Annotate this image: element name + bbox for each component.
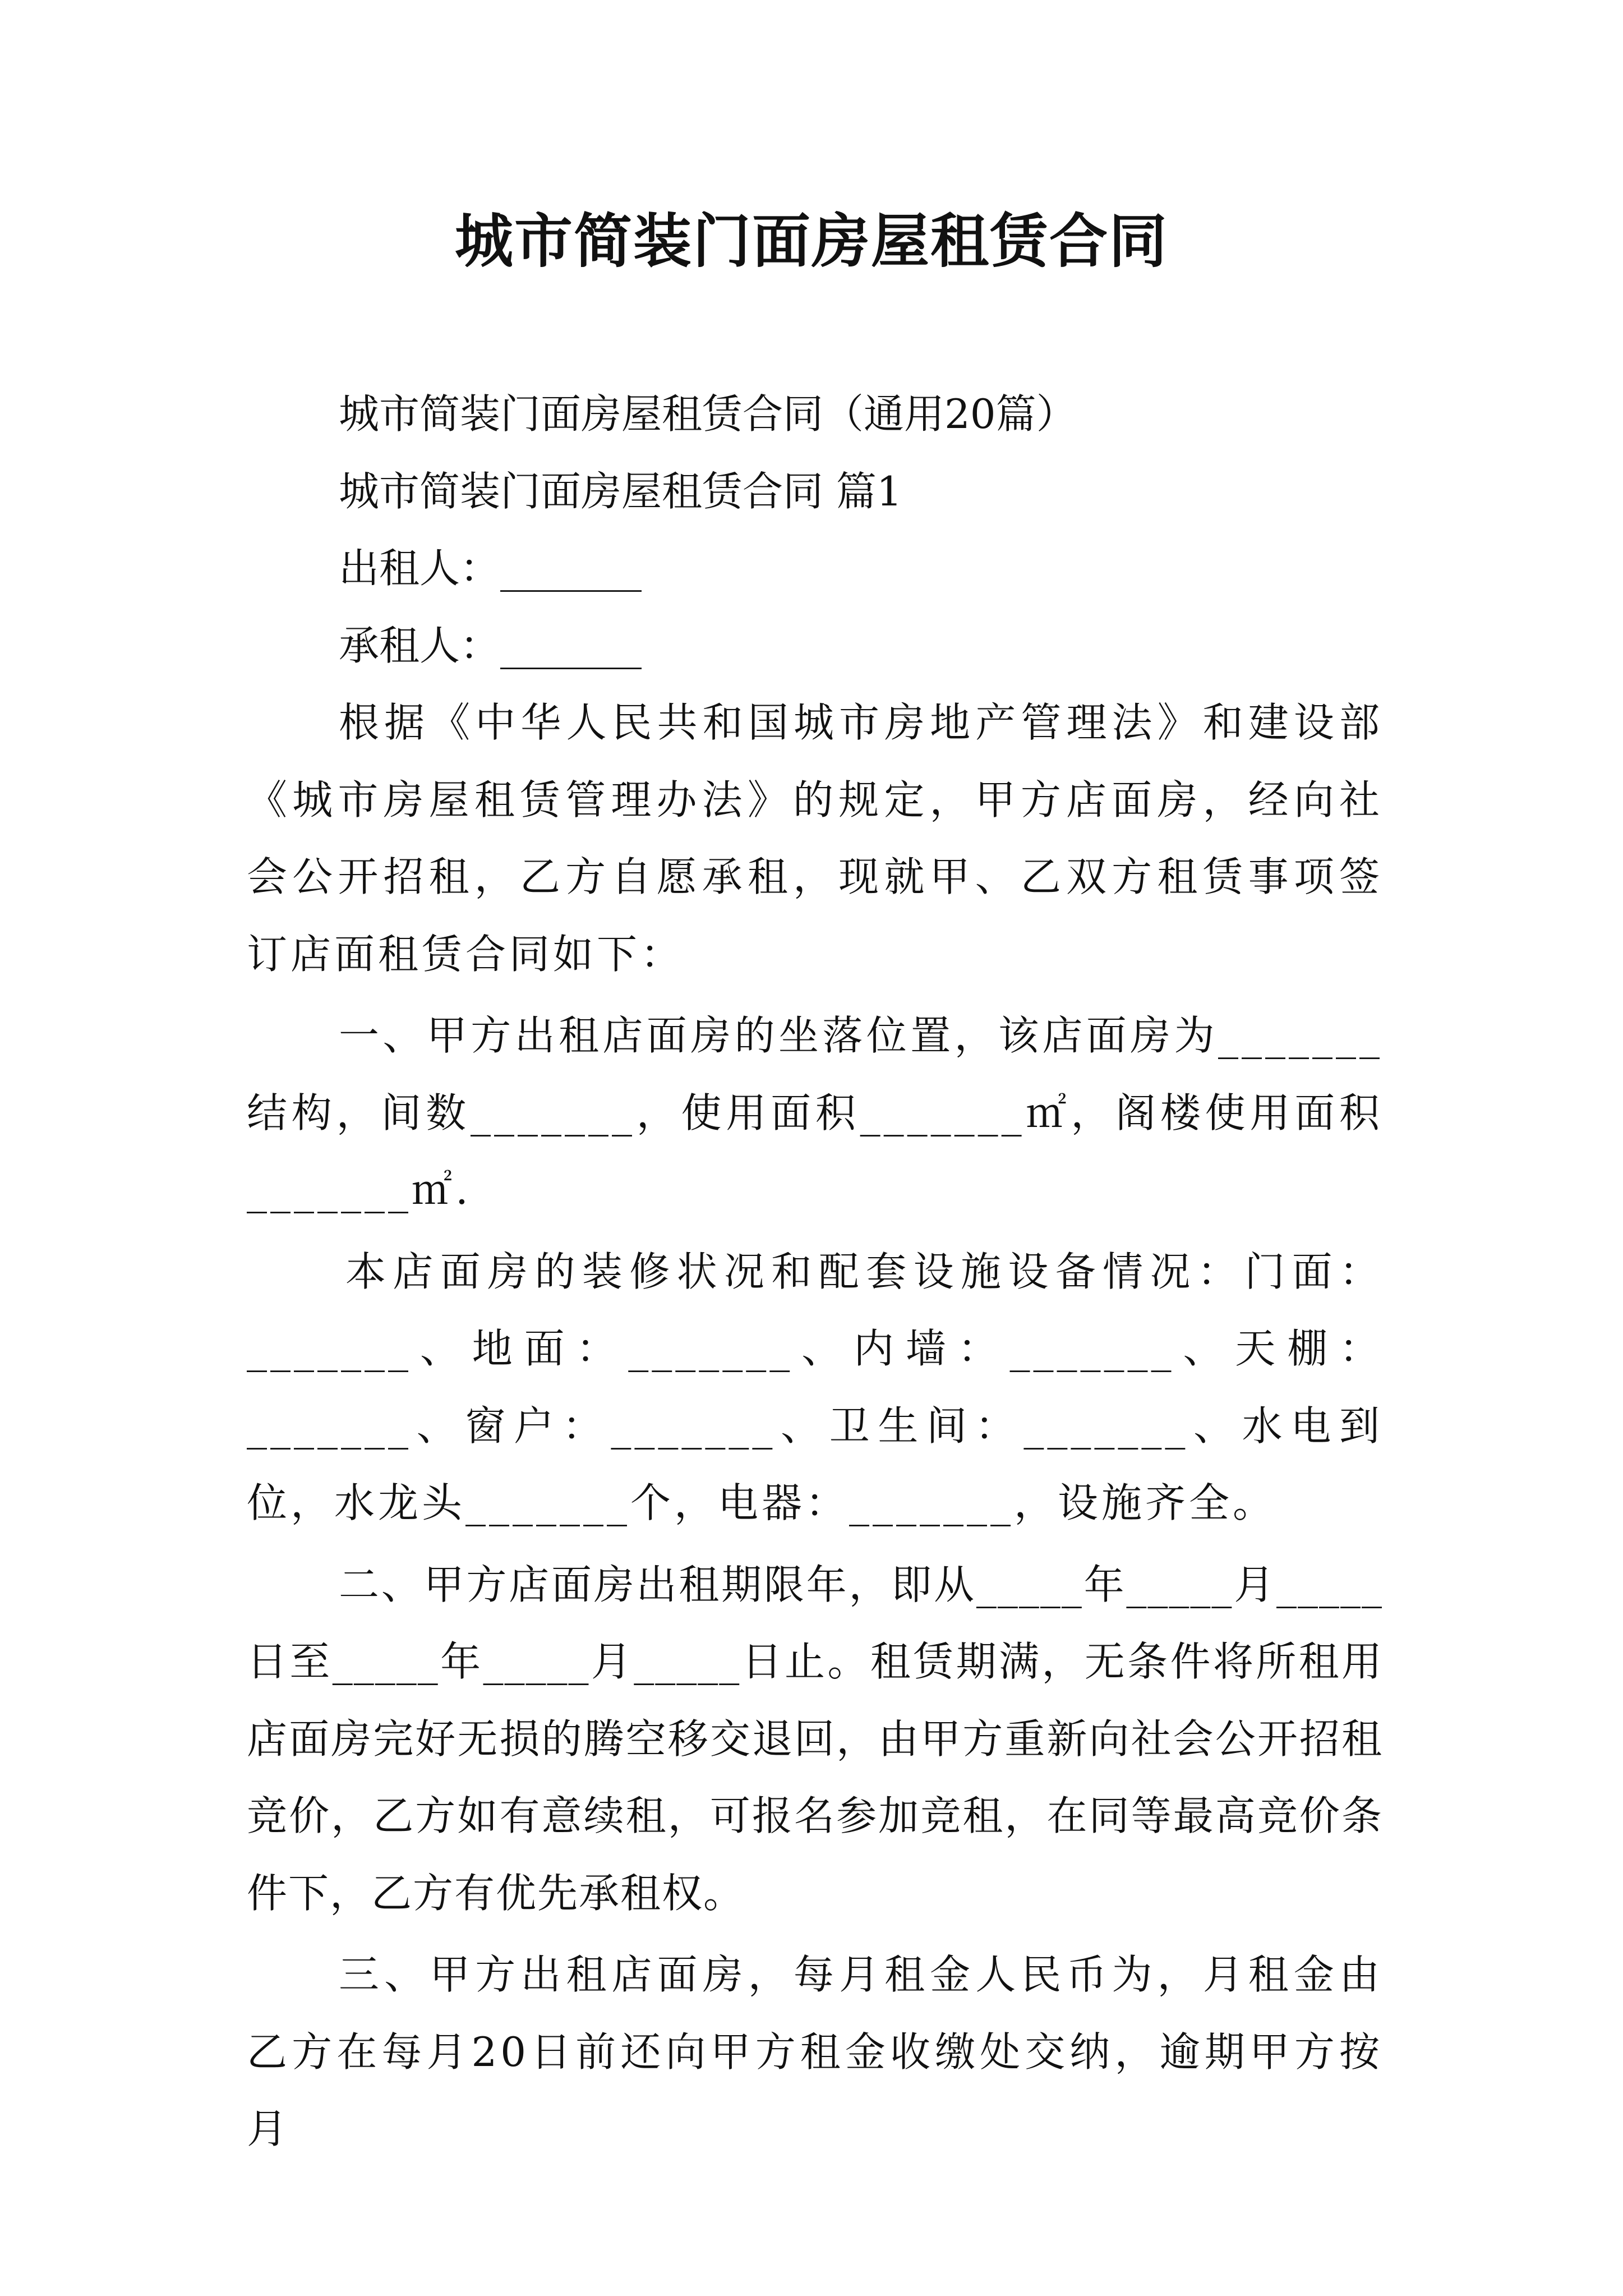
decoration-paragraph: 本店面房的装修状况和配套设施设备情况：门面：_______、地面：_______、内墙：_______、天棚：_______、窗户：_______、卫生间：_______、水电到位，水龙头_______个，电器：_______，设施齐全。 xyxy=(247,1248,1383,1526)
lessor-line: 出租人：_______ xyxy=(339,545,642,592)
lessee-line: 承租人：_______ xyxy=(339,622,642,669)
clause-2-paragraph: 二、甲方店面房出租期限年，即从_____年_____月_____日至_____年_____月_____日止。租赁期满，无条件将所租用店面房完好无损的腾空移交退回，由甲方重新向社会公开招租竞价，乙方如有意续租，可报名参加竞租，在同等最高竞价条件下，乙方有优先承租权。 xyxy=(247,1561,1383,1917)
document-title: 城市简装门面房屋租赁合同 xyxy=(454,206,1168,275)
clause-1-paragraph: 一、甲方出租店面房的坐落位置，该店面房为_______结构，间数_______，使用面积_______㎡，阁楼使用面积_______㎡. xyxy=(247,1012,1383,1213)
intro-paragraph: 根据《中华人民共和国城市房地产管理法》和建设部《城市房屋租赁管理办法》的规定，甲方店面房，经向社会公开招租，乙方自愿承租，现就甲、乙双方租赁事项签订店面租赁合同如下： xyxy=(247,699,1383,978)
section-heading: 城市简装门面房屋租赁合同 篇1 xyxy=(339,467,902,515)
document-body xyxy=(247,376,1383,2168)
document-subtitle: 城市简装门面房屋租赁合同（通用20篇） xyxy=(339,390,1077,438)
clause-3-paragraph: 三、甲方出租店面房，每月租金人民币为，月租金由乙方在每月20日前还向甲方租金收缴处交纳，逾期甲方按月 xyxy=(247,1951,1383,2152)
